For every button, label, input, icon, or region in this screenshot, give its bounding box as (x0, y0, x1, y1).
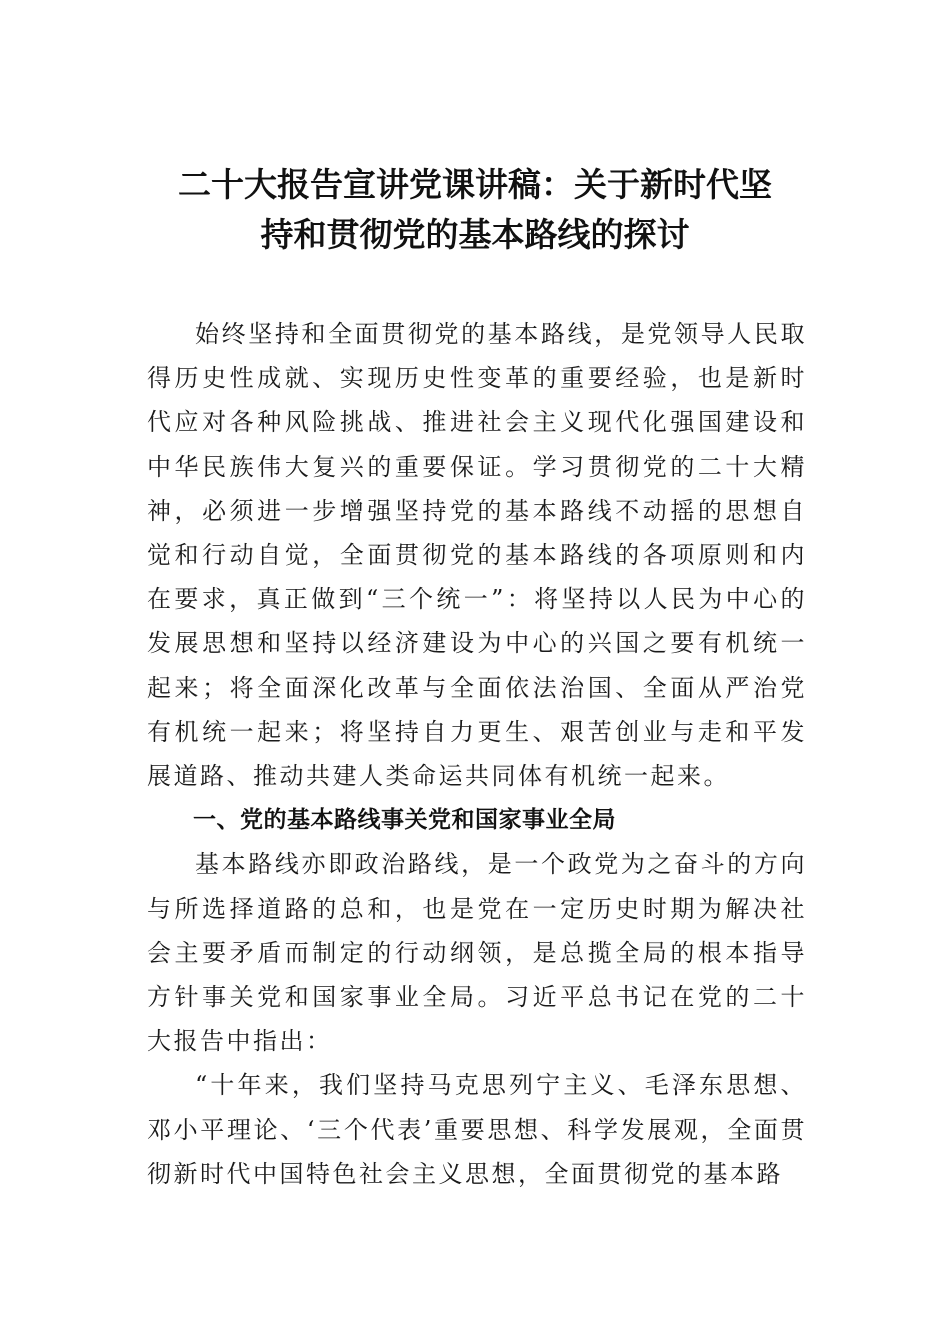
title-line-2: 持和贯彻党的基本路线的探讨 (260, 215, 690, 254)
paragraph-quote: “十年来，我们坚持马克思列宁主义、毛泽东思想、邓小平理论、‘三个代表’重要思想、科学发展观，全面贯彻新时代中国特色社会主义思想，全面贯彻党的基本路 (147, 1071, 807, 1188)
title-line-1: 二十大报告宣讲党课讲稿：关于新时代坚 (178, 165, 772, 204)
section-heading-1: 一、党的基本路线事关党和国家事业全局 (193, 807, 616, 834)
document-title (140, 160, 810, 260)
document-body (147, 312, 807, 1196)
paragraph-intro: 始终坚持和全面贯彻党的基本路线，是党领导人民取得历史性成就、实现历史性变革的重要经验，也是新时代应对各种风险挑战、推进社会主义现代化强国建设和中华民族伟大复兴的重要保证。学习贯彻党的二十大精神，必须进一步增强坚持党的基本路线不动摇的思想自觉和行动自觉，全面贯彻党的基本路线的各项原则和内在要求，真正做到“三个统一”：将坚持以人民为中心的发展思想和坚持以经济建设为中心的兴国之要有机统一起来；将全面深化改革与全面依法治国、全面从严治党有机统一起来；将坚持自力更生、艰苦创业与走和平发展道路、推动共建人类命运共同体有机统一起来。 (147, 320, 807, 791)
paragraph-basic-line: 基本路线亦即政治路线，是一个政党为之奋斗的方向与所选择道路的总和，也是党在一定历史时期为解决社会主要矛盾而制定的行动纲领，是总揽全局的根本指导方针事关党和国家事业全局。习近平总书记在党的二十大报告中指出： (147, 850, 807, 1056)
